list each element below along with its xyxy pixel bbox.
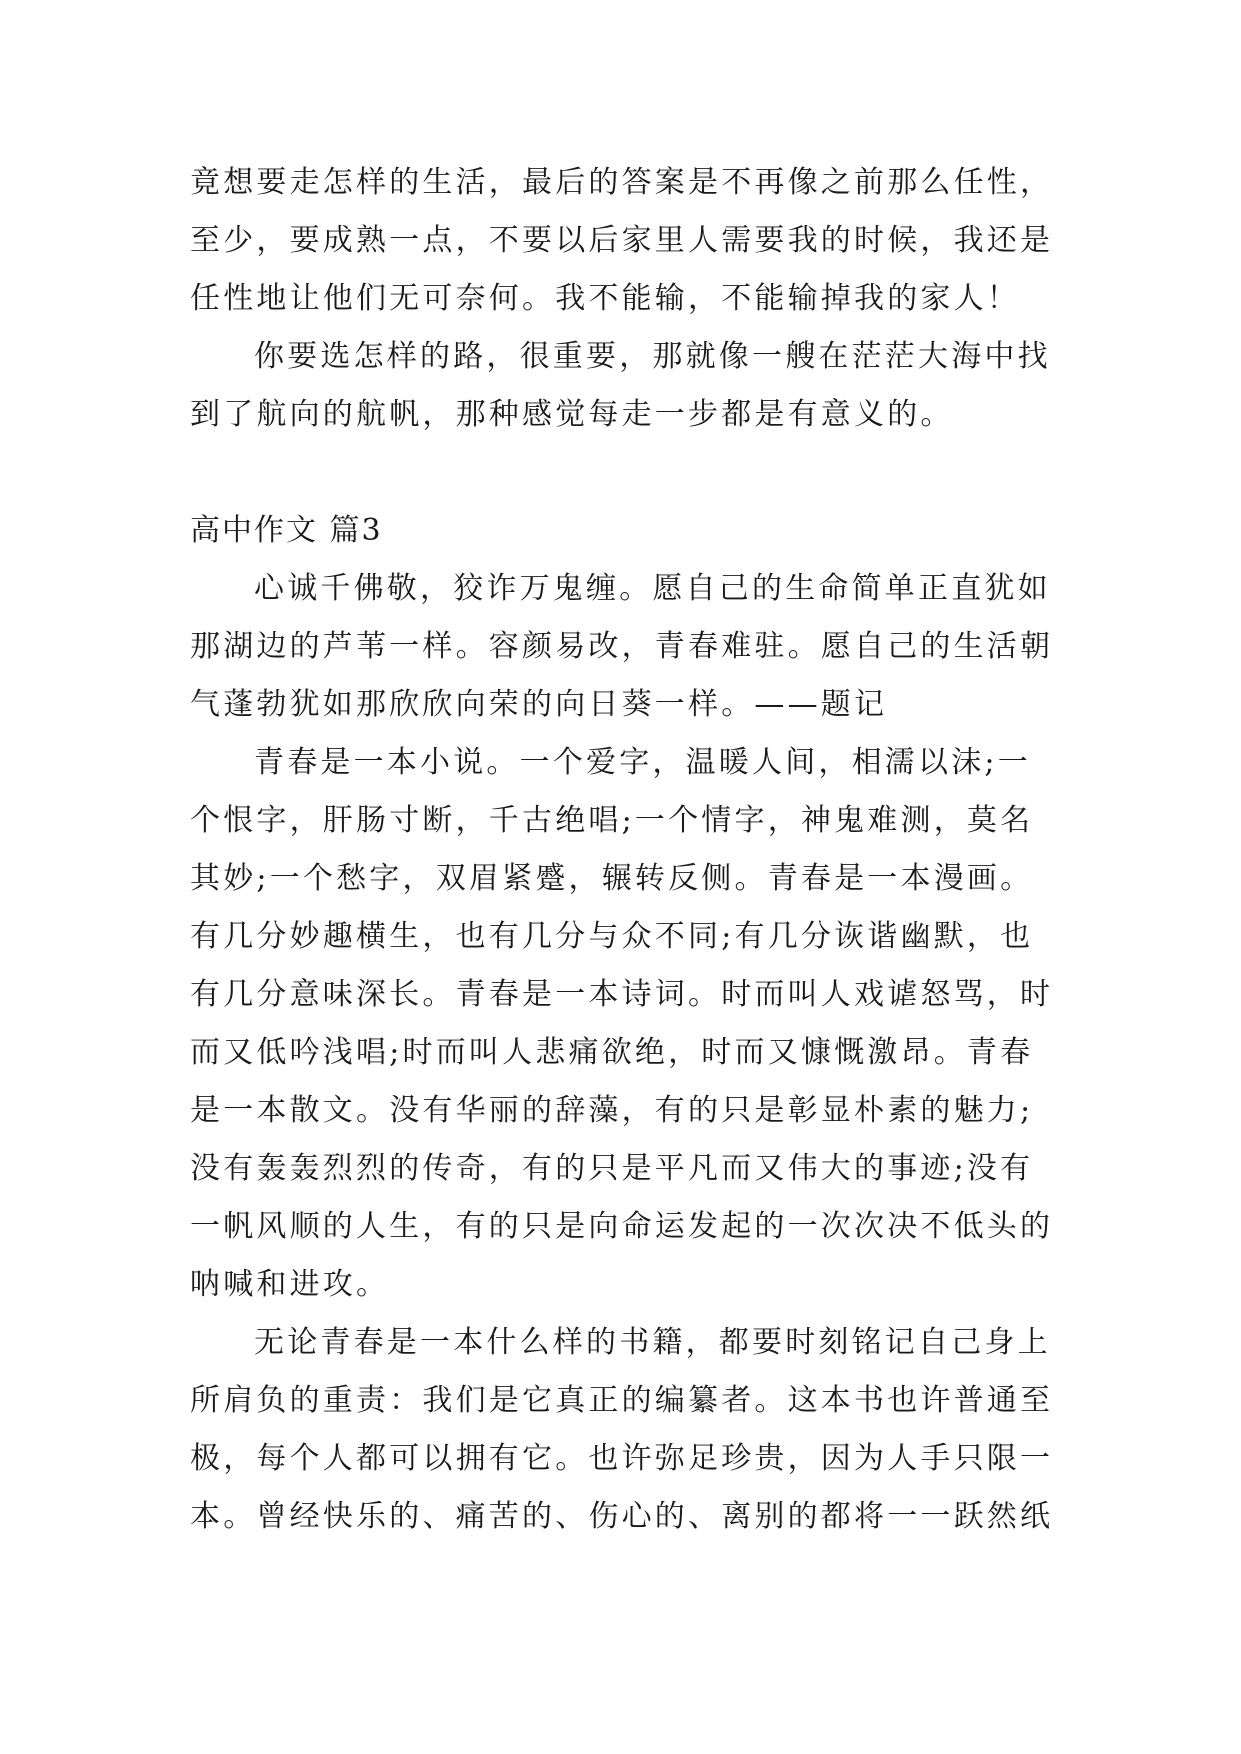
text-line: 一帆风顺的人生，有的只是向命运发起的一次次决不低头的 xyxy=(190,1209,1054,1244)
text-line: 那湖边的芦苇一样。容颜易改，青春难驻。愿自己的生活朝 xyxy=(190,629,1054,664)
text-line: 青春是一本小说。一个爱字，温暖人间，相濡以沫;一 xyxy=(254,745,1031,780)
section-heading-block xyxy=(190,502,1060,560)
text-line: 没有轰轰烈烈的传奇，有的只是平凡而又伟大的事迹;没有 xyxy=(190,1151,1034,1186)
paragraph xyxy=(190,734,1060,1314)
text-line: 无论青春是一本什么样的书籍，都要时刻铭记自己身上 xyxy=(254,1325,1051,1360)
text-line: 极，每个人都可以拥有它。也许弥足珍贵，因为人手只限一 xyxy=(190,1441,1054,1476)
text-line: 有几分妙趣横生，也有几分与众不同;有几分诙谐幽默，也 xyxy=(190,919,1034,954)
paragraph xyxy=(190,154,1060,328)
text-line: 你要选怎样的路，很重要，那就像一艘在茫茫大海中找 xyxy=(254,339,1051,374)
text-line: 气蓬勃犹如那欣欣向荣的向日葵一样。——题记 xyxy=(190,687,888,722)
text-line: 任性地让他们无可奈何。我不能输，不能输掉我的家人！ xyxy=(190,281,1020,316)
paragraph xyxy=(190,560,1060,734)
text-line: 有几分意味深长。青春是一本诗词。时而叫人戏谑怒骂，时 xyxy=(190,977,1054,1012)
text-line: 至少，要成熟一点，不要以后家里人需要我的时候，我还是 xyxy=(190,223,1054,258)
paragraph xyxy=(190,1314,1060,1546)
prev-section-body xyxy=(190,154,1060,444)
text-line: 所肩负的重责：我们是它真正的编纂者。这本书也许普通至 xyxy=(190,1383,1054,1418)
section-heading: 高中作文 篇3 xyxy=(190,513,383,548)
section3-body xyxy=(190,560,1060,1546)
text-line: 呐喊和进攻。 xyxy=(190,1267,390,1302)
text-line: 是一本散文。没有华丽的辞藻，有的只是彰显朴素的魅力; xyxy=(190,1093,1034,1128)
paragraph xyxy=(190,328,1060,444)
text-line: 其妙;一个愁字，双眉紧蹙，辗转反侧。青春是一本漫画。 xyxy=(190,861,1034,896)
text-line: 而又低吟浅唱;时而叫人悲痛欲绝，时而又慷慨激昂。青春 xyxy=(190,1035,1034,1070)
text-line: 到了航向的航帆，那种感觉每走一步都是有意义的。 xyxy=(190,397,954,432)
text-line: 本。曾经快乐的、痛苦的、伤心的、离别的都将一一跃然纸 xyxy=(190,1499,1054,1534)
text-line: 个恨字，肝肠寸断，千古绝唱;一个情字，神鬼难测，莫名 xyxy=(190,803,1034,838)
text-line: 竟想要走怎样的生活，最后的答案是不再像之前那么任性， xyxy=(190,165,1054,200)
text-line: 心诚千佛敬，狡诈万鬼缠。愿自己的生命简单正直犹如 xyxy=(254,571,1051,606)
